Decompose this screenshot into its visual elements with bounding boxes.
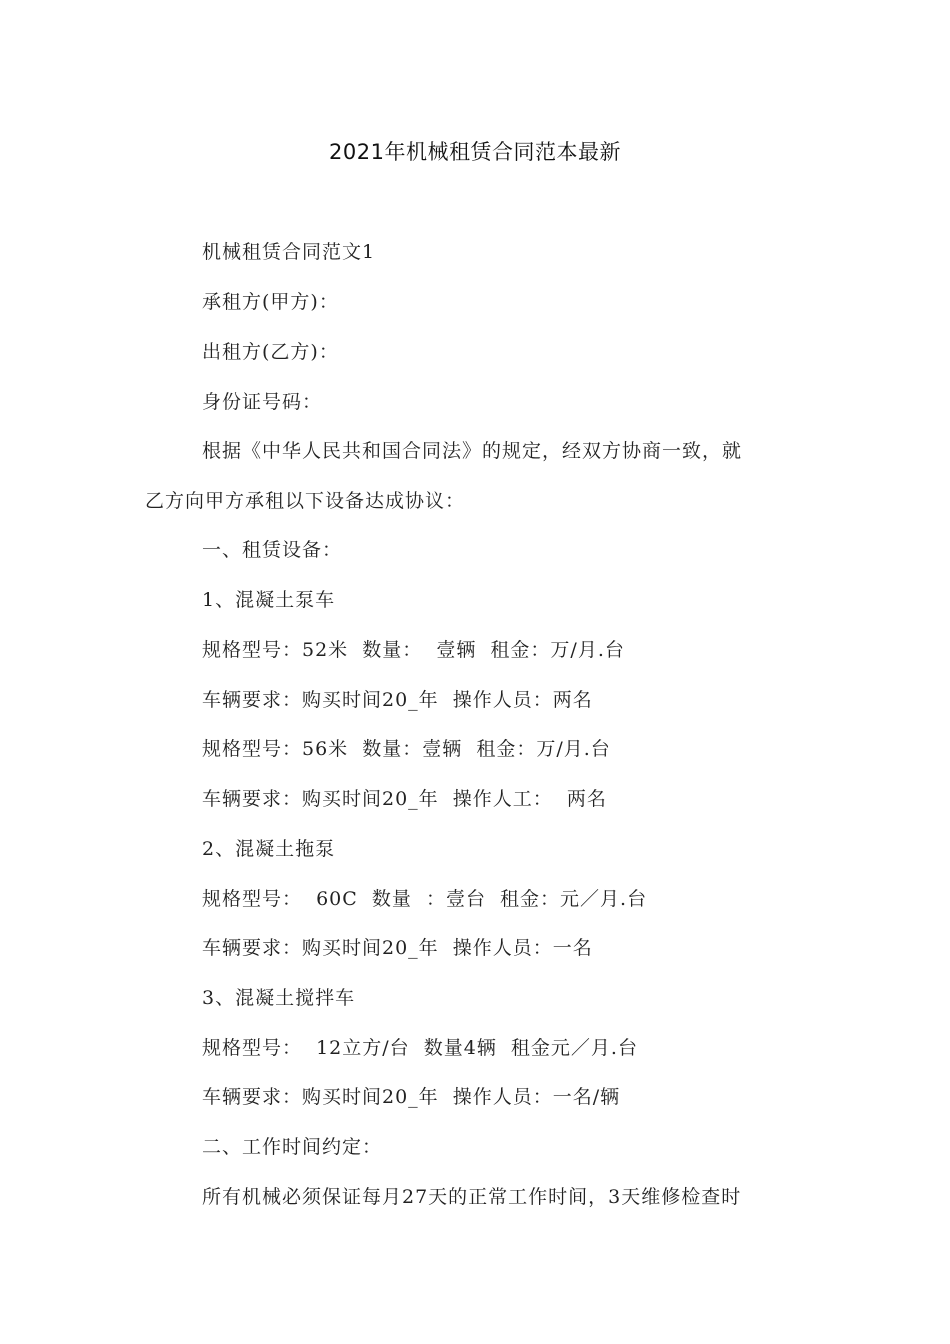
item-3-requirement: 车辆要求：购买时间20_年 操作人员：一名/辆 bbox=[202, 1086, 621, 1108]
item-1-spec-1: 规格型号：52米 数量： 壹辆 租金：万/月.台 bbox=[202, 639, 625, 661]
lessor-line: 出租方(乙方)： bbox=[202, 341, 339, 363]
preamble-line-1: 根据《中华人民共和国合同法》的规定，经双方协商一致，就 bbox=[202, 440, 743, 462]
preamble-line-2: 乙方向甲方承租以下设备达成协议： bbox=[145, 490, 466, 512]
item-1-spec-2: 规格型号：56米 数量：壹辆 租金：万/月.台 bbox=[202, 738, 611, 760]
document-title: 2021年机械租赁合同范本最新 bbox=[329, 140, 621, 164]
item-2-requirement: 车辆要求：购买时间20_年 操作人员：一名 bbox=[202, 937, 593, 959]
item-3-heading: 3、混凝土搅拌车 bbox=[202, 987, 356, 1009]
section-2-heading: 二、工作时间约定： bbox=[202, 1136, 383, 1158]
id-number-line: 身份证号码： bbox=[202, 391, 323, 413]
item-1-heading: 1、混凝土泵车 bbox=[202, 589, 336, 611]
section-1-heading: 一、租赁设备： bbox=[202, 539, 343, 561]
contract-heading: 机械租赁合同范文1 bbox=[202, 241, 376, 263]
work-time-line-1: 所有机械必须保证每月27天的正常工作时间，3天维修检查时 bbox=[202, 1186, 742, 1208]
item-2-heading: 2、混凝土拖泵 bbox=[202, 838, 336, 860]
lessee-line: 承租方(甲方)： bbox=[202, 291, 339, 313]
item-3-spec: 规格型号： 12立方/台 数量4辆 租金元／月.台 bbox=[202, 1037, 638, 1059]
item-1-requirement-2: 车辆要求：购买时间20_年 操作人工： 两名 bbox=[202, 788, 607, 810]
item-2-spec: 规格型号： 60C 数量 ：壹台 租金：元／月.台 bbox=[202, 888, 648, 910]
item-1-requirement-1: 车辆要求：购买时间20_年 操作人员：两名 bbox=[202, 689, 593, 711]
